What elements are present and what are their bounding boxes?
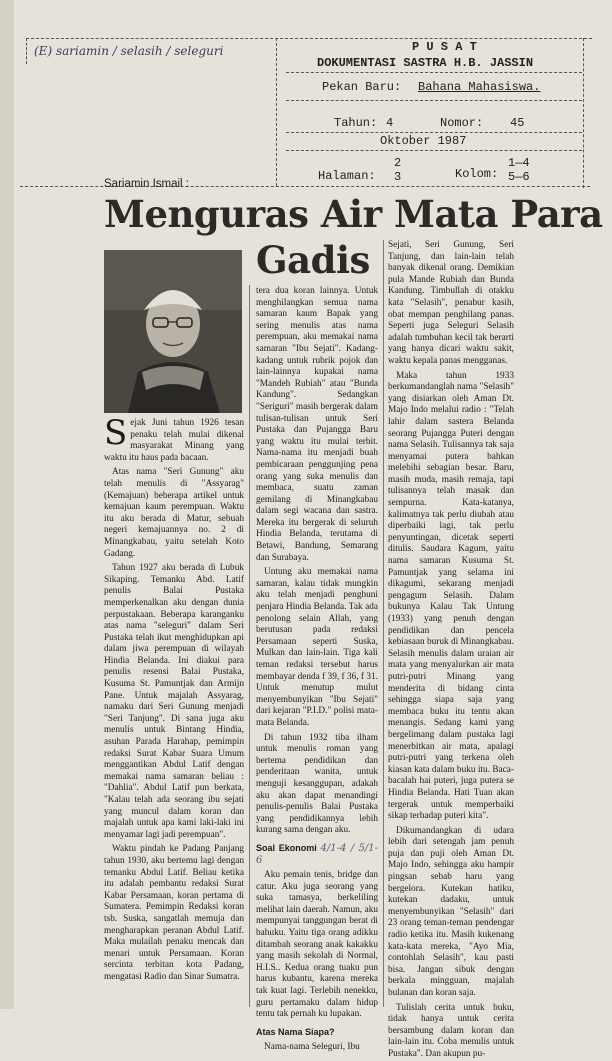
tahun-rule <box>286 132 582 133</box>
col1-paragraph: Atas nama "Seri Gunung" aku telah menulis di "Assyarag" (Kemajuan) beberapa artikel untuk kemajuan kaum perempuan. Waktu itu aku berada di Matur, sebuah negeri kemajuannya no. 2 di Minangkabau, yaitu setelah Koto Gadang. <box>104 467 244 559</box>
kolom-value-2: 5—6 <box>508 170 530 184</box>
col2-paragraph: Di tahun 1932 tiba ilham untuk menulis roman yang bertema pendidikan dan penderitaan wanita, untuk menguji kesanggupan, adakah aku akan dapat menandingi penulis-penulis Balai Pustaka yang pendidikannya lebih kurang sama dengan aku. <box>256 732 378 836</box>
col3-paragraph: Sejati, Seri Gunung, Seri Tanjung, dan lain-lain telah banyak dikenal orang. Demikian pula Mande Rubiah dan Bunda Kandung. Timbullah di otakku kata "Selasih", penabur kasih, obat mempan penghilang panas. Seperti juga Seleguri Selasih adalah tumbuhan kecil tak berarti yang hanya dicari waktu sakit, waktu kepala panas mengganas. <box>388 240 514 366</box>
title-underline <box>286 72 582 73</box>
halaman-value-1: 2 <box>394 156 402 170</box>
column-divider-2 <box>383 240 384 1007</box>
col3-paragraph: Dikumandangkan di udara lebih dari setengah jam penuh puja dan puji oleh Aman Dt. Majo Indo, sehingga aku hampir pingsan sebab haru yang bergelora. Kutekan hatiku, kutekan dadaku, untuk menyembunyikan "Selasih" dari 23 orang teman-teman pendengar radio ketika itu. Masih kukenang kata-kata mereka, "Ayo Mia, contohlah Selasih", kau pasti bisa. Jangan sibuk dengan berkala mingguan, majalah bulanan dan koran saja. <box>388 825 514 998</box>
page-edge <box>0 0 14 1009</box>
article-column-3 <box>388 240 514 1059</box>
tahun-value: 4 <box>386 116 394 130</box>
subheading-text: Soal Ekonomi <box>256 842 317 853</box>
col2-paragraph: Nama-nama Seleguri, Ibu <box>264 1042 360 1053</box>
column-divider-1 <box>249 285 250 1007</box>
subheading-soal-ekonomi <box>256 843 378 866</box>
nomor-value: 45 <box>510 116 525 130</box>
col2-paragraph: Aku pemain tenis, bridge dan catur. Aku juga seorang yang suka tamasya, berkeliling melihat lain daerah. Namun, aku mempunyai tanggungan berat di bahuku. Yaitu tiga orang adikku ditambah seorang anak kakakku yang masih sekolah di Normal, H.I.S.. Kedua orang tuaku pun harus kubantu, karena mereka tak kuat lagi. Terlebih nenekku, guru pertamaku dalam hidup tentu tak pernah ku lupakan. <box>256 870 378 1020</box>
header-left-rule <box>26 38 27 64</box>
halaman-value-2: 3 <box>394 170 402 184</box>
handwritten-annotation: 4/1-4 / 5/1-6 <box>256 842 378 866</box>
col1-paragraph: Waktu pindah ke Padang Panjang tahun 1930, aku bertemu lagi dengan temanku Abdul Latif. Beliau ketika itu adalah pembantu redaksi Surat Kabar Persamaan, koran pertama di Sumatera. Pemimpin Redaksi koran tsb. Suska, sangatlah memuja dan mengharapkan peranan Abdul Latif. Maka mulailah penaku mencak dan menari untuk Persamaan. Koran sercinta terbitan kota Padang, mengatasi Radio dan Sinar Sumatra. <box>104 844 244 982</box>
col3-paragraph: Tulislah cerita untuk buku, tidak hanya untuk cerita bersambung dalam koran dan lain-lain itu. Coba menulis untuk Pustaka". Dan akupun pu- <box>388 1002 514 1059</box>
header-right-rule <box>583 38 584 188</box>
date-value: Oktober 1987 <box>380 134 467 148</box>
subheading-atas-nama-siapa: Atas Nama Siapa? <box>256 1026 335 1037</box>
drop-cap: S <box>104 413 128 453</box>
archive-title-line2: DOKUMENTASI SASTRA H.B. JASSIN <box>317 56 534 70</box>
author-photo <box>104 250 242 413</box>
headline-line1: Menguras Air Mata Para <box>104 192 603 236</box>
header-top-rule <box>26 38 592 39</box>
tahun-label: Tahun: <box>334 116 378 130</box>
col1-paragraph: Tahun 1927 aku berada di Lubuk Sikaping. Temanku Abd. Latif penulis Balai Pustaka memperkenalkan aku dengan dunia perpustakaan. Beberapa karanganku atas nama "seleguri" dalam Seri Pustaka telah ikut menghidupkan api dalam jiwa perempuan di wilayah Hindia Belanda. Ini diakui para penulis resensi Balai Pustaka, Kusuma St. Pamuntjak dan Armijn Pane. Untuk majalah Assyarag, namaku dari Seri Gunung menjadi "Seri Tanjung". Di sana juga aku menulis untuk Bintang Hindia, asuhan Parada Harahap, pemimpin redaksi Surat Kabar Suara Umum menggantikan Abdul Latif dengan memakai nama samaran beliau : "Dahlia". Abdul Latif pun berkata, "Kalau telah ada seorang ibu sejati yang muncul dalam koran dan majalah untuk apa kami laki-laki ini menyamar lagi jadi perempuan". <box>104 563 244 840</box>
article-column-2 <box>256 286 378 1053</box>
kolom-value-1: 1—4 <box>508 156 530 170</box>
date-rule <box>286 150 582 151</box>
source-label: Pekan Baru: <box>322 80 402 94</box>
kolom-label: Kolom: <box>455 167 499 181</box>
halaman-label: Halaman: <box>318 169 376 183</box>
header-center-rule <box>276 38 277 186</box>
handwritten-tags: (E) sariamin / selasih / seleguri <box>34 44 224 58</box>
col3-paragraph: Maka tahun 1933 berkumandanglah nama "Selasih" yang disiarkan oleh Aman Dt. Majo Indo melalui radio : "Telah lahir dalam sastera Belanda seorang Pujangga Puteri dengan nama Selasih. Tulisannya tak saja menyamai putera bahkan melebihi sebagian besar. Baru, masih muda, masih remaja, tapi tulisannya telah masak dan sempurna. Kata-katanya, kalimatnya tak perlu diubah atau diperbaiki lagi, tak perlu penyuntingan, dicetak seperti ditulis. Saudara Kagum, yaitu nama samaran Kusuma St. Pamuntjak yang selama ini dikagumi, sekarang menjadi pengagum Selasih. Dalam bukunya Kalau Tak Untung (1933) yang penuh dengan pendidikan dan pencela kebiasaan buruk di Minangkabau. Selasih menulis dalam uraian air mata yang menyalurkan air mata putri-putri Minang yang menderita di bidang cinta sehingga siapa saja yang membaca buku itu tentu akan menangis. Sedang kami yang bergelimang dalam pustaka lagi menerbitkan air mata, apalagi putri-putri yang terkena oleh kiasan kata dalam buku itu. Baca-bacalah hai puteri, juga putera se Hindia Belanda. Hati Tuan akan tergerak untuk memperbaiki sikap terhadap puteri kita". <box>388 370 514 822</box>
source-rule <box>286 100 582 101</box>
source-value: Bahana Mahasiswa. <box>418 80 541 94</box>
article-byline: Sariamin Ismail : <box>104 178 189 190</box>
portrait-image <box>104 250 242 413</box>
col2-paragraph: Untung aku memakai nama samaran, kalau tidak mungkin aku telah menjadi penghuni penjara Hindia Belanda. Tak ada penolong selain Allah, yang berutusan pada redaksi Persamaan seperti Suska, Mulkan dan lain-lain. Tiga kali teman redaksi tersebut harus membayar denda f 39, f 36, f 31. Untuk menutup mulut menyembunyikan "Ibu Sejati" dari kejaran "P.I.D." polisi mata-mata Belanda. <box>256 567 378 728</box>
headline-line2: Gadis <box>256 238 370 282</box>
archive-title-line1: P U S A T <box>412 40 477 54</box>
col2-paragraph: tera dua koran lainnya. Untuk menghilangkan semua nama samaran kaum Bapak yang sering menulis atas nama perempuan, aku memakai nama samaran "Ibu Sejati". Kadang-kadang untuk rubrik pojok dan lain-lainnya kupakai nama "Mandeh Rubiah" atau "Bunda Kandung". Sedangkan "Seriguri" masih bergerak dalam tulisan-tulisan untuk Seri Pustaka dan Pujangga Baru yang waktu itu mulai terbit. Nama-nama itu menjadi buah pembicaraan penggunjing pena orang yang suka menulis dan membaca, suatu zaman gemilang di Minangkabau dalam segi wacana dan sastra. Mereka itu bergerak di seluruh Hindia Belanda, terutama di Betawi, Bandung, Semarang dan Surabaya. <box>256 286 378 563</box>
article-column-1 <box>104 413 244 1007</box>
nomor-label: Nomor: <box>440 116 484 130</box>
col1-lead: ejak Juni tahun 1926 tesan penaku telah mulai dikenal masyarakat Minang yang waktu itu haus pada bacaan. <box>104 418 244 463</box>
